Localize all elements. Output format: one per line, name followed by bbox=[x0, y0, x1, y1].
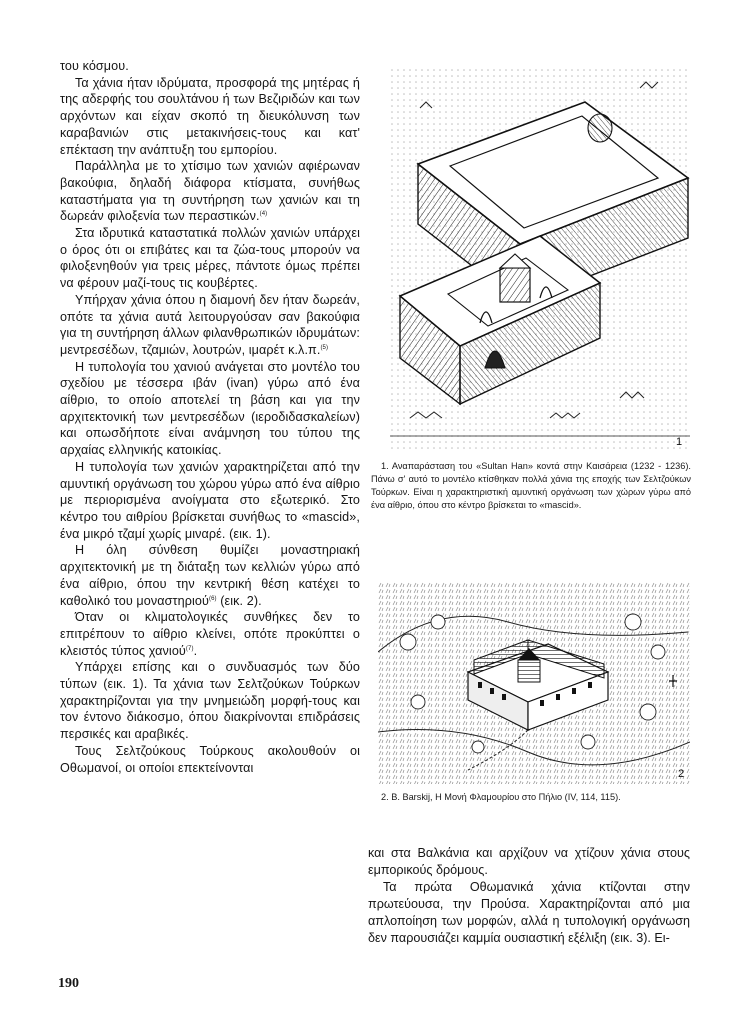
footnote-ref: (7) bbox=[185, 645, 194, 652]
caption-text: 2. Β. Barskij, Η Μονή Φλαμουρίου στο Πήλιο (IV, 114, 115). bbox=[381, 792, 621, 802]
paragraph: Η τυπολογία των χανιών χαρακτηρίζεται από την αμυντική οργάνωση του χώρου γύρω από ένα αίθριο με περιορισμένα ανοίγματα στο εξωτερικό. Στο κέντρο του αιθρίου βρίσκεται συνήθως το «mascid», ένα μικρό τζαμί χωρίς μιναρέ. (εικ. 1). bbox=[60, 459, 360, 541]
paragraph: Τα πρώτα Οθωμανικά χάνια κτίζονται στην πρωτεύουσα, την Προύσα. Χαρακτηρίζονται από μια απλοποίηση των μορφών, αλλά η τυπολογική οργάνωση δεν παρουσιάζει καμμία ουσιαστική εξέλιξη (εικ. 3). Ει- bbox=[368, 879, 690, 945]
monastery-landscape-illustration bbox=[378, 582, 690, 784]
figure-2-caption bbox=[371, 791, 691, 804]
figure-sultan-han-drawing bbox=[390, 68, 690, 450]
paragraph: του κόσμου. bbox=[60, 59, 129, 73]
paragraph bbox=[60, 292, 360, 359]
paragraph-text: Παράλληλα με το χτίσιμο των χανιών αφιέρωναν βακούφια, δηλαδή διάφορα κτίσματα, συνήθως καταστήματα για τη συντήρηση των χανιών και τη δωρεάν φιλοξενία των περαστικών. bbox=[60, 159, 360, 224]
paragraph bbox=[60, 158, 360, 225]
figure-flamouri-monastery-sketch bbox=[378, 582, 690, 784]
figure-reference: (εικ. 2). bbox=[220, 593, 262, 608]
footnote-ref: (6) bbox=[208, 595, 217, 602]
paragraph: Τους Σελτζούκους Τούρκους ακολουθούν οι Οθωμανοί, οι οποίοι επεκτείνονται bbox=[60, 743, 360, 775]
right-text-column bbox=[368, 845, 690, 946]
figure-number: 1 bbox=[676, 436, 683, 448]
footnote-ref: (4) bbox=[259, 211, 268, 218]
paragraph: Υπάρχει επίσης και ο συνδυασμός των δύο τύπων (εικ. 1). Τα χάνια των Σελτζούκων Τούρκων χαρακτηρίζονται για την μνημειώδη μορφή-τους και τον έντονο διάκοσμο, όπου διακρίνονται επιδράσεις περσικές και αραβικές. bbox=[60, 660, 360, 742]
footnote-ref: (5) bbox=[320, 344, 329, 351]
paragraph bbox=[60, 609, 360, 659]
left-text-column bbox=[60, 58, 360, 776]
figure-number: 2 bbox=[678, 768, 685, 780]
paragraph: Τα χάνια ήταν ιδρύματα, προσφορά της μητέρας ή της αδερφής του σουλτάνου ή των Βεζιριδών και των αρχόντων και είχαν σκοπό τη διευκόλυνση των καραβανιών στις μετακινήσεις-τους και κατ' επέκταση την ανάπτυξη του εμπορίου. bbox=[60, 75, 360, 157]
sultan-han-illustration bbox=[390, 68, 690, 450]
caption-text: 1. Αναπαράσταση του «Sultan Han» κοντά στην Καισάρεια (1232 - 1236). Πάνω σ' αυτό το μοντέλο κτίσθηκαν πολλά χάνια της εποχής των Σελτζούκων Τούρκων. Είναι η χαρακτηριστική αμυντική οργάνωση των χώρων γύρω από ένα αίθριο, όπου στο κέντρο βρίσκεται το «mascid». bbox=[371, 461, 691, 510]
paragraph: Στα ιδρυτικά καταστατικά πολλών χανιών υπάρχει ο όρος ότι οι επιβάτες και τα ζώα-τους μπορούν να φιλοξενηθούν για τρεις μέρες, πάντοτε όμως πρέπει να φέρουν μαζί-τους τις κουβέρτες. bbox=[60, 226, 360, 291]
paragraph: και στα Βαλκάνια και αρχίζουν να χτίζουν χάνια στους εμπορικούς δρόμους. bbox=[368, 846, 690, 877]
paragraph bbox=[60, 542, 360, 609]
sentence-end: . bbox=[193, 643, 198, 658]
paragraph-text: Όταν οι κλιματολογικές συνθήκες δεν το επιτρέπουν το αίθριο κλείνει, οπότε προκύπτει ο κλειστός τύπος χανιού bbox=[60, 610, 360, 658]
page-number: 190 bbox=[58, 976, 79, 991]
paragraph-text: Υπήρχαν χάνια όπου η διαμονή δεν ήταν δωρεάν, οπότε τα χάνια αυτά λειτουργούσαν σαν βακούφια για τη συντήρηση άλλων φιλανθρωπικών ιδρυμάτων: μεντρεσέδων, τζαμιών, λουτρών, ιμαρέτ κ.λ.π. bbox=[60, 292, 360, 357]
figure-1-caption bbox=[371, 460, 691, 512]
paragraph-text: Η όλη σύνθεση θυμίζει μοναστηριακή αρχιτεκτονική με τη διάταξη των κελλιών γύρω από ένα αίθριο, όπου την κεντρική θέση κατέχει το καθολικό του μοναστηριού bbox=[60, 543, 360, 608]
paragraph: Η τυπολογία του χανιού ανάγεται στο μοντέλο του σχεδίου με τέσσερα ιβάν (ivan) γύρω από ένα αίθριο, το οποίο αποτελεί τη βάση και για την αρχιτεκτονική των μεντρεσέδων (ιεροδιδασκαλείων) και οπωσδήποτε είναι ανάμνηση του τύπου της αρχαίας ελληνικής κατοικίας. bbox=[60, 359, 360, 458]
